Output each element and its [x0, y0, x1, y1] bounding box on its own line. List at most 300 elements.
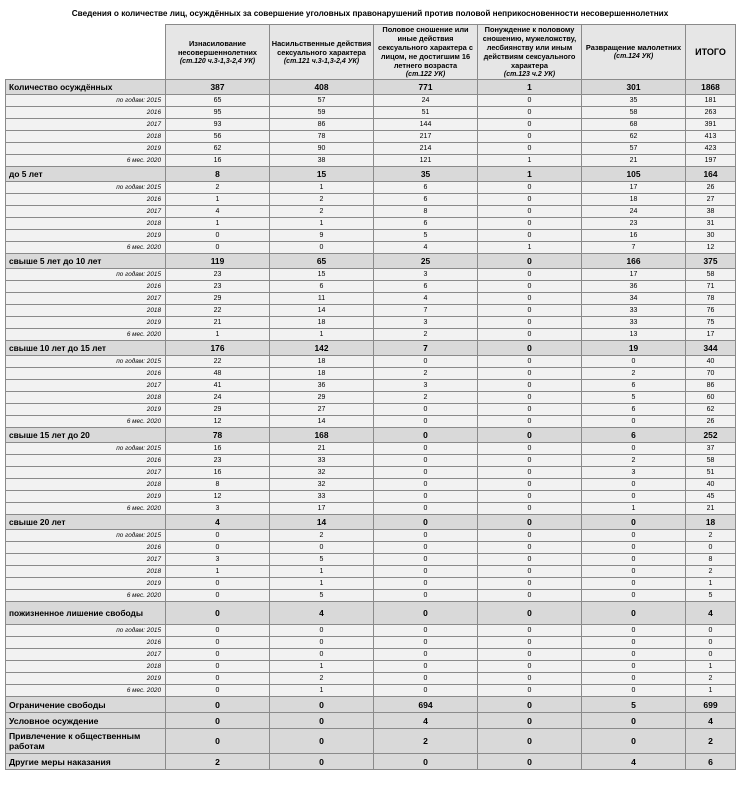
- cell-value: 7: [582, 242, 686, 254]
- cell-value: 0: [374, 503, 478, 515]
- row-label: 2017: [6, 554, 166, 566]
- cell-value: 0: [478, 143, 582, 155]
- cell-total: 413: [686, 131, 736, 143]
- cell-value: 0: [270, 625, 374, 637]
- cell-value: 0: [374, 530, 478, 542]
- summary-row: [6, 697, 736, 713]
- cell-value: 95: [166, 107, 270, 119]
- cell-value: 0: [374, 625, 478, 637]
- cell-value: 29: [166, 404, 270, 416]
- cell-value: 0: [374, 356, 478, 368]
- row-label: 2018: [6, 479, 166, 491]
- cell-value: 23: [582, 218, 686, 230]
- cell-value: 1: [166, 194, 270, 206]
- cell-value: 18: [270, 356, 374, 368]
- cell-value: 6: [582, 428, 686, 443]
- cell-value: 3: [166, 554, 270, 566]
- row-label: 2017: [6, 649, 166, 661]
- row-label: 2017: [6, 467, 166, 479]
- cell-value: 2: [374, 729, 478, 754]
- cell-value: 0: [478, 661, 582, 673]
- cell-value: 2: [374, 392, 478, 404]
- cell-value: 0: [166, 729, 270, 754]
- cell-total: 0: [686, 649, 736, 661]
- cell-value: 1: [270, 566, 374, 578]
- cell-value: 5: [582, 697, 686, 713]
- column-header-title: Половое сношение или иные действия сексуального характера с лицом, не достигшим 16 летнего возраста: [378, 25, 473, 70]
- cell-value: 57: [270, 95, 374, 107]
- column-header-corruption-of-minors: [582, 25, 686, 80]
- cell-value: 2: [270, 206, 374, 218]
- cell-value: 0: [270, 542, 374, 554]
- row-label: 2018: [6, 566, 166, 578]
- row-label: по годам: 2015: [6, 625, 166, 637]
- cell-value: 0: [374, 578, 478, 590]
- cell-value: 0: [270, 729, 374, 754]
- cell-value: 0: [478, 455, 582, 467]
- cell-value: 14: [270, 416, 374, 428]
- cell-value: 62: [166, 143, 270, 155]
- year-row: [6, 206, 736, 218]
- row-label: 2017: [6, 293, 166, 305]
- cell-value: 0: [374, 554, 478, 566]
- cell-value: 14: [270, 515, 374, 530]
- cell-value: 59: [270, 107, 374, 119]
- cell-value: 0: [478, 341, 582, 356]
- cell-value: 24: [582, 206, 686, 218]
- cell-value: 0: [478, 206, 582, 218]
- cell-value: 4: [270, 602, 374, 625]
- cell-value: 90: [270, 143, 374, 155]
- cell-value: 214: [374, 143, 478, 155]
- cell-value: 0: [582, 685, 686, 697]
- cell-value: 0: [582, 416, 686, 428]
- cell-value: 33: [270, 455, 374, 467]
- cell-value: 119: [166, 254, 270, 269]
- row-label: 2017: [6, 206, 166, 218]
- cell-value: 62: [582, 131, 686, 143]
- cell-value: 0: [270, 754, 374, 770]
- cell-value: 4: [582, 754, 686, 770]
- cell-total: 78: [686, 293, 736, 305]
- row-label: Привлечение к общественным работам: [6, 729, 166, 754]
- year-row: [6, 230, 736, 242]
- cell-value: 0: [478, 554, 582, 566]
- cell-total: 0: [686, 637, 736, 649]
- cell-value: 0: [374, 661, 478, 673]
- cell-total: 40: [686, 356, 736, 368]
- group-row: [6, 341, 736, 356]
- cell-value: 17: [582, 182, 686, 194]
- cell-total: 27: [686, 194, 736, 206]
- group-row: [6, 428, 736, 443]
- cell-value: 0: [478, 329, 582, 341]
- cell-value: 0: [478, 479, 582, 491]
- cell-total: 1: [686, 661, 736, 673]
- cell-value: 0: [478, 673, 582, 685]
- cell-value: 2: [166, 182, 270, 194]
- row-label: 2019: [6, 230, 166, 242]
- cell-value: 0: [166, 637, 270, 649]
- row-label: 6 мес. 2020: [6, 685, 166, 697]
- year-row: [6, 542, 736, 554]
- cell-value: 24: [374, 95, 478, 107]
- cell-value: 0: [582, 356, 686, 368]
- cell-value: 0: [582, 491, 686, 503]
- cell-value: 1: [270, 661, 374, 673]
- year-row: [6, 530, 736, 542]
- cell-value: 0: [478, 392, 582, 404]
- cell-value: 56: [166, 131, 270, 143]
- cell-value: 1: [166, 566, 270, 578]
- cell-total: 164: [686, 167, 736, 182]
- cell-value: 0: [270, 242, 374, 254]
- cell-value: 6: [374, 194, 478, 206]
- cell-value: 0: [582, 673, 686, 685]
- cell-value: 2: [374, 368, 478, 380]
- year-row: [6, 416, 736, 428]
- cell-value: 6: [374, 218, 478, 230]
- cell-value: 0: [374, 542, 478, 554]
- page-title: Сведения о количестве лиц, осуждённых за совершение уголовных правонарушений против половой неприкосновенности несовершеннолетних: [71, 9, 669, 18]
- cell-value: 41: [166, 380, 270, 392]
- cell-value: 0: [582, 649, 686, 661]
- cell-value: 1: [478, 242, 582, 254]
- year-row: [6, 554, 736, 566]
- column-header-article: (ст.123 ч.2 УК): [503, 71, 556, 78]
- row-label: 2019: [6, 673, 166, 685]
- cell-value: 16: [166, 467, 270, 479]
- row-label: 2016: [6, 455, 166, 467]
- cell-value: 27: [270, 404, 374, 416]
- cell-value: 0: [582, 590, 686, 602]
- cell-value: 0: [270, 697, 374, 713]
- group-row: [6, 167, 736, 182]
- cell-total: 8: [686, 554, 736, 566]
- cell-value: 5: [582, 392, 686, 404]
- cell-value: 0: [166, 649, 270, 661]
- row-label: по годам: 2015: [6, 443, 166, 455]
- row-label: Ограничение свободы: [6, 697, 166, 713]
- year-row: [6, 269, 736, 281]
- cell-value: 144: [374, 119, 478, 131]
- cell-value: 0: [166, 673, 270, 685]
- row-label: 6 мес. 2020: [6, 329, 166, 341]
- year-row: [6, 107, 736, 119]
- cell-value: 1: [478, 155, 582, 167]
- row-label: до 5 лет: [6, 167, 166, 182]
- cell-value: 14: [270, 305, 374, 317]
- row-label: 2017: [6, 380, 166, 392]
- cell-value: 0: [582, 554, 686, 566]
- row-label: свыше 20 лет: [6, 515, 166, 530]
- year-row: [6, 242, 736, 254]
- table-body: [6, 80, 736, 770]
- cell-value: 0: [478, 182, 582, 194]
- cell-value: 0: [374, 455, 478, 467]
- cell-value: 1: [270, 218, 374, 230]
- cell-value: 1: [270, 329, 374, 341]
- year-row: [6, 194, 736, 206]
- cell-value: 0: [478, 293, 582, 305]
- cell-value: 12: [166, 491, 270, 503]
- cell-value: 12: [166, 416, 270, 428]
- cell-value: 121: [374, 155, 478, 167]
- cell-value: 0: [582, 661, 686, 673]
- cell-total: 58: [686, 455, 736, 467]
- cell-value: 22: [166, 305, 270, 317]
- cell-value: 3: [374, 269, 478, 281]
- cell-value: 23: [166, 455, 270, 467]
- cell-total: 58: [686, 269, 736, 281]
- row-label: 6 мес. 2020: [6, 416, 166, 428]
- year-row: [6, 131, 736, 143]
- cell-value: 0: [374, 685, 478, 697]
- cell-value: 0: [374, 428, 478, 443]
- cell-value: 15: [270, 269, 374, 281]
- table-header: [6, 25, 736, 80]
- cell-value: 301: [582, 80, 686, 95]
- cell-value: 0: [478, 602, 582, 625]
- cell-total: 12: [686, 242, 736, 254]
- cell-value: 142: [270, 341, 374, 356]
- year-row: [6, 182, 736, 194]
- cell-value: 5: [270, 590, 374, 602]
- cell-value: 0: [582, 625, 686, 637]
- cell-value: 0: [582, 729, 686, 754]
- cell-value: 0: [374, 467, 478, 479]
- column-header-title: Изнасилование несовершеннолетних: [177, 38, 258, 57]
- year-row: [6, 491, 736, 503]
- cell-total: 75: [686, 317, 736, 329]
- column-header-article: (ст.121 ч.3-1,3-2,4 УК): [283, 57, 360, 65]
- cell-value: 0: [166, 590, 270, 602]
- column-header-rape: [166, 25, 270, 80]
- cell-value: 3: [166, 503, 270, 515]
- cell-total: 21: [686, 503, 736, 515]
- cell-value: 0: [478, 729, 582, 754]
- cell-value: 0: [582, 566, 686, 578]
- year-row: [6, 329, 736, 341]
- cell-value: 78: [166, 428, 270, 443]
- row-label: 2018: [6, 218, 166, 230]
- cell-value: 0: [478, 590, 582, 602]
- cell-value: 8: [166, 167, 270, 182]
- row-label: 2018: [6, 305, 166, 317]
- cell-value: 0: [582, 515, 686, 530]
- cell-value: 0: [478, 515, 582, 530]
- cell-value: 11: [270, 293, 374, 305]
- cell-total: 38: [686, 206, 736, 218]
- cell-value: 16: [582, 230, 686, 242]
- cell-value: 68: [582, 119, 686, 131]
- row-label: 2016: [6, 368, 166, 380]
- cell-total: 40: [686, 479, 736, 491]
- summary-row: [6, 754, 736, 770]
- cell-value: 771: [374, 80, 478, 95]
- cell-value: 57: [582, 143, 686, 155]
- cell-value: 22: [166, 356, 270, 368]
- row-label: пожизненное лишение свободы: [6, 602, 166, 625]
- cell-value: 0: [478, 530, 582, 542]
- cell-value: 217: [374, 131, 478, 143]
- cell-value: 34: [582, 293, 686, 305]
- year-row: [6, 293, 736, 305]
- row-label: 2018: [6, 392, 166, 404]
- cell-total: 252: [686, 428, 736, 443]
- column-header-article: (ст.120 ч.3-1,3-2,4 УК): [179, 57, 256, 65]
- cell-value: 168: [270, 428, 374, 443]
- cell-value: 2: [270, 530, 374, 542]
- cell-value: 408: [270, 80, 374, 95]
- cell-total: 0: [686, 625, 736, 637]
- cell-value: 0: [478, 380, 582, 392]
- row-label: 2016: [6, 637, 166, 649]
- cell-value: 58: [582, 107, 686, 119]
- row-label: 2016: [6, 107, 166, 119]
- year-row: [6, 625, 736, 637]
- year-row: [6, 566, 736, 578]
- cell-value: 4: [166, 206, 270, 218]
- cell-total: 344: [686, 341, 736, 356]
- row-label: по годам: 2015: [6, 530, 166, 542]
- cell-value: 6: [374, 281, 478, 293]
- cell-total: 17: [686, 329, 736, 341]
- header-row: [6, 25, 736, 80]
- cell-value: 0: [478, 404, 582, 416]
- year-row: [6, 637, 736, 649]
- cell-value: 0: [478, 281, 582, 293]
- cell-value: 1: [166, 329, 270, 341]
- cell-value: 0: [166, 242, 270, 254]
- cell-value: 0: [478, 230, 582, 242]
- year-row: [6, 578, 736, 590]
- cell-value: 0: [166, 578, 270, 590]
- year-row: [6, 392, 736, 404]
- cell-value: 0: [478, 578, 582, 590]
- year-row: [6, 368, 736, 380]
- cell-value: 1: [270, 182, 374, 194]
- cell-value: 6: [582, 404, 686, 416]
- cell-value: 0: [582, 602, 686, 625]
- row-label: 2016: [6, 281, 166, 293]
- cell-total: 71: [686, 281, 736, 293]
- year-row: [6, 685, 736, 697]
- cell-value: 33: [582, 305, 686, 317]
- year-row: [6, 380, 736, 392]
- year-row: [6, 503, 736, 515]
- summary-row: [6, 729, 736, 754]
- cell-total: 2: [686, 673, 736, 685]
- cell-value: 0: [478, 107, 582, 119]
- cell-value: 3: [374, 317, 478, 329]
- cell-value: 0: [478, 503, 582, 515]
- cell-value: 2: [166, 754, 270, 770]
- year-row: [6, 673, 736, 685]
- row-label: 6 мес. 2020: [6, 242, 166, 254]
- cell-value: 1: [166, 218, 270, 230]
- year-row: [6, 155, 736, 167]
- cell-total: 4: [686, 602, 736, 625]
- cell-value: 21: [582, 155, 686, 167]
- cell-value: 0: [166, 713, 270, 729]
- cell-value: 4: [374, 713, 478, 729]
- cell-total: 197: [686, 155, 736, 167]
- cell-value: 0: [478, 254, 582, 269]
- statistics-table: [5, 24, 736, 770]
- cell-value: 0: [478, 119, 582, 131]
- cell-value: 0: [478, 542, 582, 554]
- column-header-coercion: [478, 25, 582, 80]
- year-row: [6, 305, 736, 317]
- cell-value: 0: [270, 637, 374, 649]
- cell-value: 2: [582, 368, 686, 380]
- cell-value: 86: [270, 119, 374, 131]
- cell-value: 7: [374, 305, 478, 317]
- cell-value: 0: [478, 697, 582, 713]
- cell-value: 15: [270, 167, 374, 182]
- cell-value: 0: [478, 467, 582, 479]
- cell-total: 6: [686, 754, 736, 770]
- year-row: [6, 467, 736, 479]
- cell-value: 1: [478, 80, 582, 95]
- row-label: 2017: [6, 119, 166, 131]
- cell-value: 23: [166, 281, 270, 293]
- cell-value: 387: [166, 80, 270, 95]
- cell-value: 18: [270, 317, 374, 329]
- row-label: 2018: [6, 661, 166, 673]
- year-row: [6, 356, 736, 368]
- cell-value: 0: [478, 685, 582, 697]
- row-label: по годам: 2015: [6, 356, 166, 368]
- cell-value: 0: [478, 269, 582, 281]
- year-row: [6, 404, 736, 416]
- cell-value: 0: [478, 637, 582, 649]
- cell-value: 5: [270, 554, 374, 566]
- cell-value: 17: [582, 269, 686, 281]
- cell-value: 35: [374, 167, 478, 182]
- year-row: [6, 119, 736, 131]
- cell-value: 25: [374, 254, 478, 269]
- year-row: [6, 95, 736, 107]
- cell-value: 0: [166, 530, 270, 542]
- cell-value: 51: [374, 107, 478, 119]
- cell-value: 23: [166, 269, 270, 281]
- cell-value: 0: [582, 578, 686, 590]
- cell-value: 48: [166, 368, 270, 380]
- cell-total: 30: [686, 230, 736, 242]
- row-label: 2019: [6, 578, 166, 590]
- year-row: [6, 443, 736, 455]
- row-label: 6 мес. 2020: [6, 155, 166, 167]
- year-row: [6, 479, 736, 491]
- row-label: 2019: [6, 491, 166, 503]
- cell-total: 45: [686, 491, 736, 503]
- cell-value: 0: [582, 479, 686, 491]
- row-label: Условное осуждение: [6, 713, 166, 729]
- year-row: [6, 143, 736, 155]
- cell-total: 76: [686, 305, 736, 317]
- cell-value: 29: [270, 392, 374, 404]
- row-label: Другие меры наказания: [6, 754, 166, 770]
- cell-value: 0: [270, 713, 374, 729]
- cell-total: 375: [686, 254, 736, 269]
- cell-value: 0: [374, 479, 478, 491]
- cell-total: 70: [686, 368, 736, 380]
- column-header-title: Понуждение к половому сношению, мужеложству, лесбиянству или иным действиям сексуального характера: [482, 25, 577, 70]
- column-header-intercourse-minor: [374, 25, 478, 80]
- cell-value: 5: [374, 230, 478, 242]
